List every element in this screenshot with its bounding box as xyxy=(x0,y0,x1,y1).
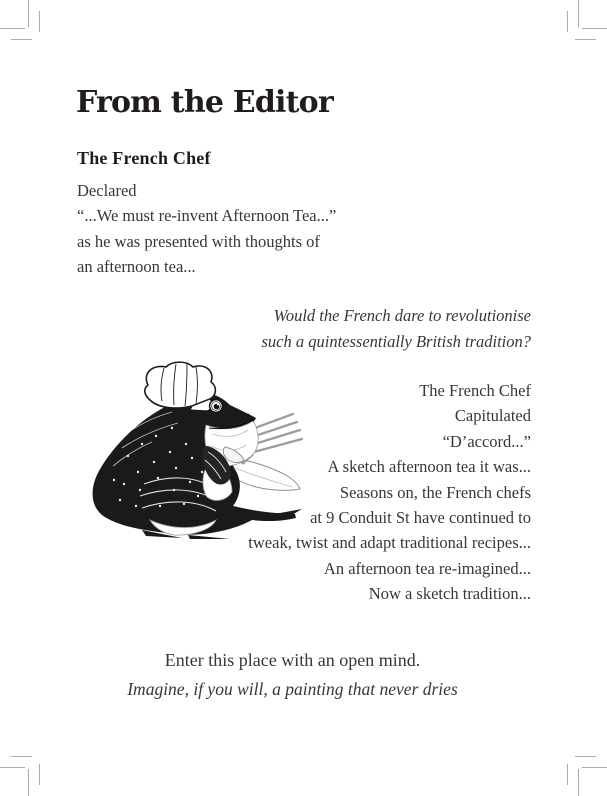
crop-mark xyxy=(575,39,596,40)
question-line: Would the French dare to revolutionise xyxy=(273,306,531,325)
page-title: From the Editor xyxy=(76,85,333,120)
closing-line: Enter this place with an open mind. xyxy=(164,650,421,670)
question-block xyxy=(262,303,532,355)
crop-mark xyxy=(567,764,568,785)
crop-mark xyxy=(28,0,29,27)
crop-mark xyxy=(582,767,607,768)
response-line: The French Chef xyxy=(419,381,531,400)
crop-mark xyxy=(39,11,40,32)
response-line: “D’accord...” xyxy=(442,431,531,451)
response-line: Capitulated xyxy=(454,406,531,426)
intro-block xyxy=(77,148,336,279)
crop-mark xyxy=(39,764,40,785)
closing-block xyxy=(60,650,525,700)
response-line: tweak, twist and adapt traditional recipes... xyxy=(248,533,531,553)
crop-mark xyxy=(575,756,596,757)
intro-line: an afternoon tea... xyxy=(77,256,196,276)
response-block xyxy=(248,378,531,607)
crop-mark xyxy=(578,769,579,796)
response-line: at 9 Conduit St have continued to xyxy=(310,508,531,528)
intro-line: as he was presented with thoughts of xyxy=(77,231,320,251)
crop-mark xyxy=(11,756,32,757)
crop-mark xyxy=(582,28,607,29)
response-line: Seasons on, the French chefs xyxy=(339,482,531,502)
question-line: such a quintessentially British tradition? xyxy=(261,332,531,351)
intro-heading: The French Chef xyxy=(77,148,211,168)
response-line: A sketch afternoon tea it was... xyxy=(327,457,531,477)
crop-mark xyxy=(0,767,25,768)
crop-mark xyxy=(11,39,32,40)
chef-hat-icon xyxy=(145,362,216,411)
frog-eye xyxy=(210,400,223,413)
intro-line: Declared xyxy=(77,181,137,200)
response-line: An afternoon tea re-imagined... xyxy=(323,558,531,578)
response-line: Now a sketch tradition... xyxy=(368,584,531,604)
crop-mark xyxy=(567,11,568,32)
crop-mark xyxy=(578,0,579,27)
intro-line: “...We must re-invent Afternoon Tea...” xyxy=(77,206,337,226)
closing-line-italic: Imagine, if you will, a painting that never dries xyxy=(127,679,458,699)
crop-mark xyxy=(28,769,29,796)
crop-mark xyxy=(0,28,25,29)
